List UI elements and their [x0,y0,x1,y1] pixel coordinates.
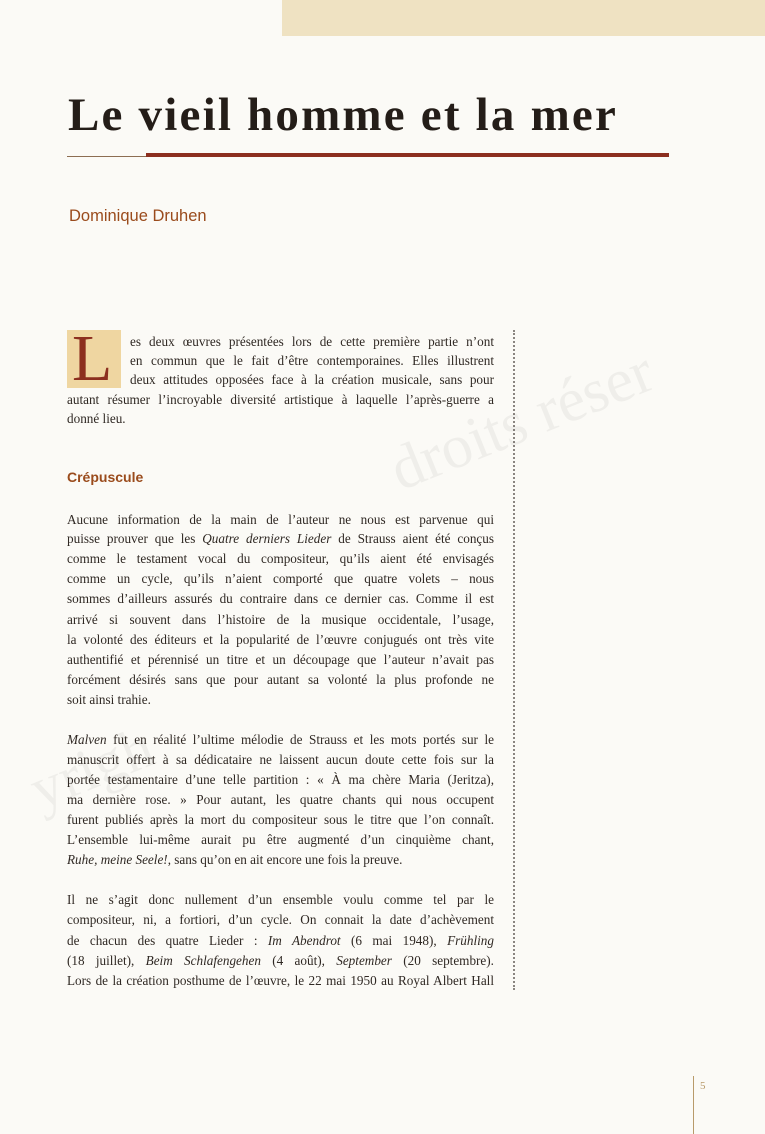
body-line: Malven fut en réalité l’ultime mélodie de Strauss et les mots portés sur le [67,732,494,747]
intro-line: autant résumer l’incroyable diversité artistique à laquelle l’après-guerre a [67,392,494,407]
body-line: manuscrit offert à sa dédicataire ne laissent aucun doute cette fois sur la [67,752,494,767]
title-rule-thin [67,156,147,157]
page-number: 5 [700,1080,706,1092]
author-name: Dominique Druhen [69,207,207,225]
body-line: de chacun des quatre Lieder : Im Abendrot (6 mai 1948), Frühling [67,933,494,948]
body-line: comme un cycle, qu’ils n’aient comporté que quatre volets – nous [67,571,494,586]
header-color-band [282,0,765,36]
body-line: comme le testament vocal du compositeur, qu’ils aient été envisagés [67,551,494,566]
body-line: puisse prouver que les Quatre derniers Lieder de Strauss aient été conçus [67,531,495,546]
body-line: Aucune information de la main de l’auteur ne nous est parvenue qui [67,512,494,527]
body-line: Lors de la création posthume de l’œuvre, le 22 mai 1950 au Royal Albert Hall [67,973,494,988]
body-line: sommes d’ailleurs assurés du contraire dans ce dernier cas. Comme il est [67,591,494,606]
page-title: Le vieil homme et la mer [68,89,619,141]
body-line: portée testamentaire d’une telle partition : « À ma chère Maria (Jeritza), [67,772,494,787]
body-line: Il ne s’agit donc nullement d’un ensemble voulu comme tel par le [67,892,494,907]
body-line: compositeur, ni, a fortiori, d’un cycle. On connait la date d’achèvement [67,912,494,927]
dropcap-letter: L [72,322,113,395]
intro-line: es deux œuvres présentées lors de cette première partie n’ont [130,334,494,349]
body-line: la volonté des éditeurs et la popularité de l’œuvre conjugués ont très vite [67,632,494,647]
body-line: Ruhe, meine Seele!, sans qu’on en ait encore une fois la preuve. [67,852,403,867]
body-line: authentifié et pérennisé un titre et un découpage que l’auteur n’avait pas [67,652,494,667]
body-line: ma dernière rose. » Pour autant, les quatre chants qui nous occupent [67,792,494,807]
body-line: (18 juillet), Beim Schlafengehen (4 août), September (20 septembre). [67,953,494,968]
intro-line: en commun que le fait d’être contemporaines. Elles illustrent [130,353,494,368]
body-line: L’ensemble lui-même aurait pu être augmenté d’un cinquième chant, [67,832,494,847]
body-line: forcément désirés sans que pour autant sa volonté la plus profonde ne [67,672,494,687]
body-line: soit ainsi trahie. [67,692,151,707]
title-rule-thick [146,153,669,157]
body-line: arrivé si souvent dans l’histoire de la musique occidentale, l’usage, [67,612,494,627]
section-heading: Crépuscule [67,469,144,485]
intro-line: donné lieu. [67,411,126,426]
body-line: furent publiés après la mort du compositeur sous le titre que l’on connaît. [67,812,494,827]
intro-line: deux attitudes opposées face à la création musicale, sans pour [130,372,494,387]
page-number-rule [693,1076,694,1134]
